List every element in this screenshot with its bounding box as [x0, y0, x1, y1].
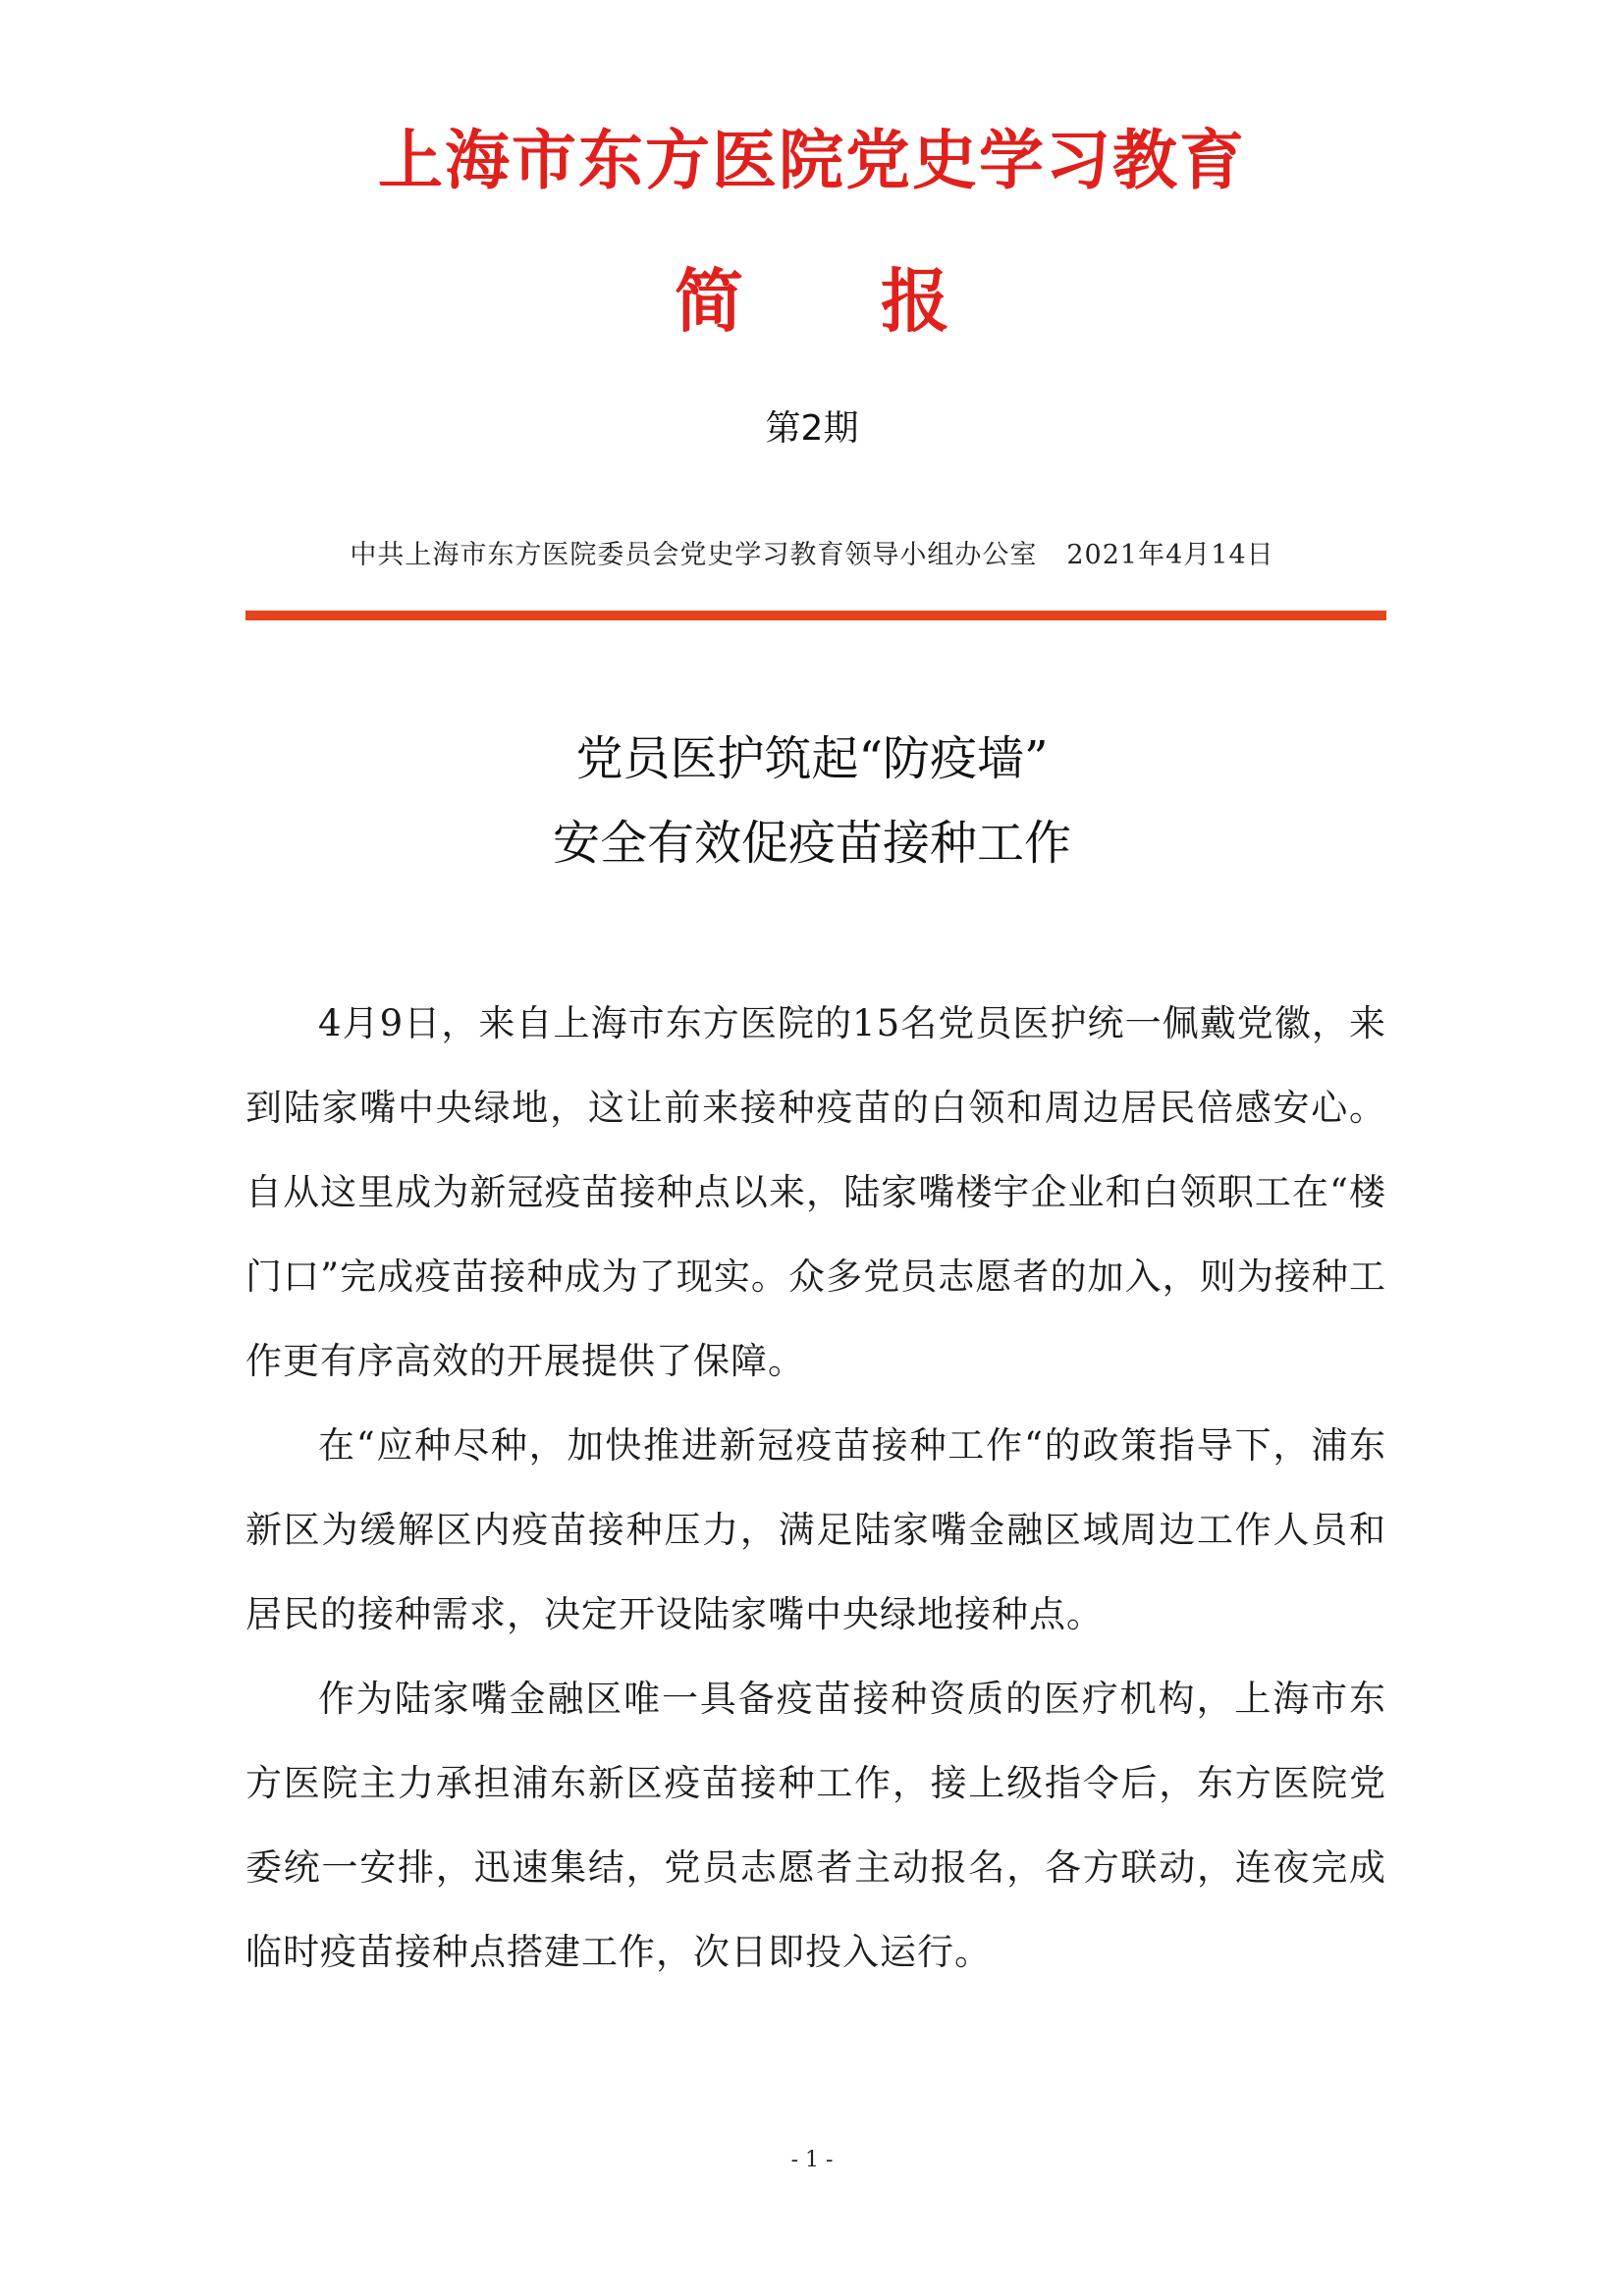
masthead-title: 上海市东方医院党史学习教育	[378, 122, 1246, 198]
page-number: - 1 -	[790, 2148, 834, 2172]
issuer-line	[0, 536, 1624, 575]
issuer-name: 中共上海市东方医院委员会党史学习教育领导小组办公室	[350, 540, 1038, 570]
article-title-line-1: 党员医护筑起“防疫墙”	[575, 731, 1049, 786]
masthead-sub-right: 报	[881, 260, 949, 342]
red-divider	[245, 611, 1386, 620]
paragraph-2: 在“应种尽种，加快推进新冠疫苗接种工作“的政策指导下，浦东新区为缓解区内疫苗接种压力，满足陆家嘴金融区域周边工作人员和居民的接种需求，决定开设陆家嘴中央绿地接种点。	[245, 1424, 1386, 1635]
issue-number: 第2期	[765, 408, 859, 449]
paragraph-3: 作为陆家嘴金融区唯一具备疫苗接种资质的医疗机构，上海市东方医院主力承担浦东新区疫苗接种工作，接上级指令后，东方医院党委统一安排，迅速集结，党员志愿者主动报名，各方联动，连夜完成临时疫苗接种点搭建工作，次日即投入运行。	[245, 1678, 1386, 1973]
issue-date: 2021年4月14日	[1066, 540, 1274, 570]
masthead-subtitle	[0, 257, 1624, 346]
article-title	[0, 717, 1624, 885]
article-body	[245, 982, 1386, 1995]
article-title-line-2: 安全有效促疫苗接种工作	[552, 816, 1071, 871]
paragraph-1: 4月9日，来自上海市东方医院的15名党员医护统一佩戴党徽，来到陆家嘴中央绿地，这让前来接种疫苗的白领和周边居民倍感安心。自从这里成为新冠疫苗接种点以来，陆家嘴楼宇企业和白领职工在“楼门口”完成疫苗接种成为了现实。众多党员志愿者的加入，则为接种工作更有序高效的开展提供了保障。	[245, 1002, 1386, 1382]
masthead-sub-left: 简	[675, 260, 743, 342]
